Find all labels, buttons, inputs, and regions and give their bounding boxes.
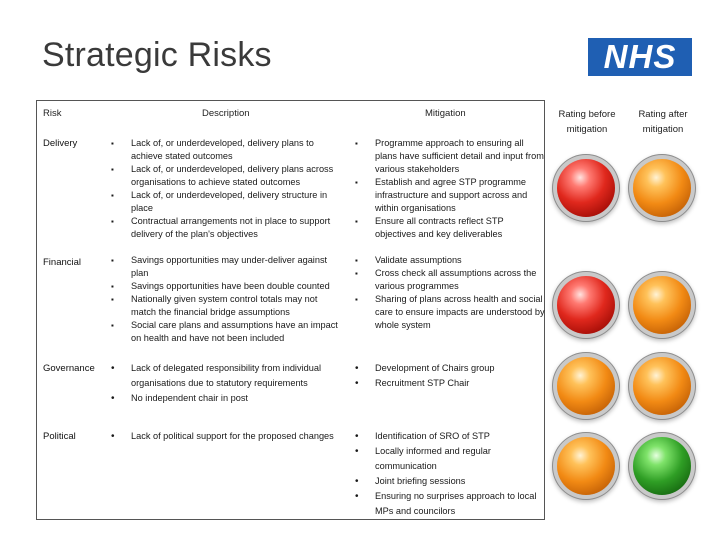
- list-item: • Lack of political support for the proposed changes: [111, 429, 343, 444]
- list-item: • Identification of SRO of STP: [355, 429, 545, 444]
- list-item: • No independent chair in post: [111, 391, 343, 406]
- rating-after-light-delivery: [633, 159, 691, 217]
- rating-before-light-financial: [557, 276, 615, 334]
- list-item: ▪ Sharing of plans across health and social care to ensure impacts are understood by whole system: [355, 293, 545, 332]
- row-label-governance: Governance: [43, 363, 95, 374]
- description-list-governance: [111, 361, 343, 406]
- list-item: ▪ Programme approach to ensuring all plans have sufficient detail and input from various stakeholders: [355, 137, 545, 176]
- header-description: Description: [202, 108, 250, 119]
- list-item: • Development of Chairs group: [355, 361, 545, 376]
- risk-table: [36, 100, 545, 520]
- rating-after-light-political: [633, 437, 691, 495]
- mitigation-list-delivery: [355, 137, 545, 241]
- list-item: ▪ Contractual arrangements not in place to support delivery of the plan's objectives: [111, 215, 343, 241]
- mitigation-list-political: [355, 429, 545, 519]
- list-item: ▪ Lack of, or underdeveloped, delivery plans to achieve stated outcomes: [111, 137, 343, 163]
- rating-before-light-delivery: [557, 159, 615, 217]
- row-label-political: Political: [43, 431, 76, 442]
- mitigation-list-financial: [355, 254, 545, 332]
- list-item: ▪ Savings opportunities have been double counted: [111, 280, 343, 293]
- description-list-political: [111, 429, 343, 444]
- rating-after-light-financial: [633, 276, 691, 334]
- row-label-delivery: Delivery: [43, 138, 78, 149]
- description-list-delivery: [111, 137, 343, 241]
- header-mitigation: Mitigation: [425, 108, 466, 119]
- nhs-logo: NHS: [588, 38, 692, 76]
- list-item: ▪ Establish and agree STP programme infrastructure and support across and within organisations: [355, 176, 545, 215]
- list-item: ▪ Validate assumptions: [355, 254, 545, 267]
- list-item: • Locally informed and regular communication: [355, 444, 545, 474]
- list-item: ▪ Lack of, or underdeveloped, delivery structure in place: [111, 189, 343, 215]
- header-rating-after: Rating after mitigation: [638, 109, 688, 135]
- list-item: ▪ Cross check all assumptions across the various programmes: [355, 267, 545, 293]
- list-item: ▪ Ensure all contracts reflect STP objectives and key deliverables: [355, 215, 545, 241]
- list-item: ▪ Social care plans and assumptions have an impact on health and have not been included: [111, 319, 343, 345]
- list-item: • Lack of delegated responsibility from individual organisations due to statutory requirements: [111, 361, 343, 391]
- list-item: • Ensuring no surprises approach to local MPs and councilors: [355, 489, 545, 519]
- description-list-financial: [111, 254, 343, 345]
- page-title: Strategic Risks: [42, 36, 272, 74]
- mitigation-list-governance: [355, 361, 545, 391]
- list-item: ▪ Savings opportunities may under-deliver against plan: [111, 254, 343, 280]
- rating-after-light-governance: [633, 357, 691, 415]
- row-label-financial: Financial: [43, 257, 82, 268]
- list-item: • Recruitment STP Chair: [355, 376, 545, 391]
- header-risk: Risk: [43, 108, 62, 119]
- list-item: • Joint briefing sessions: [355, 474, 545, 489]
- list-item: ▪ Nationally given system control totals may not match the financial bridge assumptions: [111, 293, 343, 319]
- header-rating-before: Rating before mitigation: [558, 109, 616, 135]
- rating-before-light-political: [557, 437, 615, 495]
- rating-before-light-governance: [557, 357, 615, 415]
- list-item: ▪ Lack of, or underdeveloped, delivery plans across organisations to achieve stated outcomes: [111, 163, 343, 189]
